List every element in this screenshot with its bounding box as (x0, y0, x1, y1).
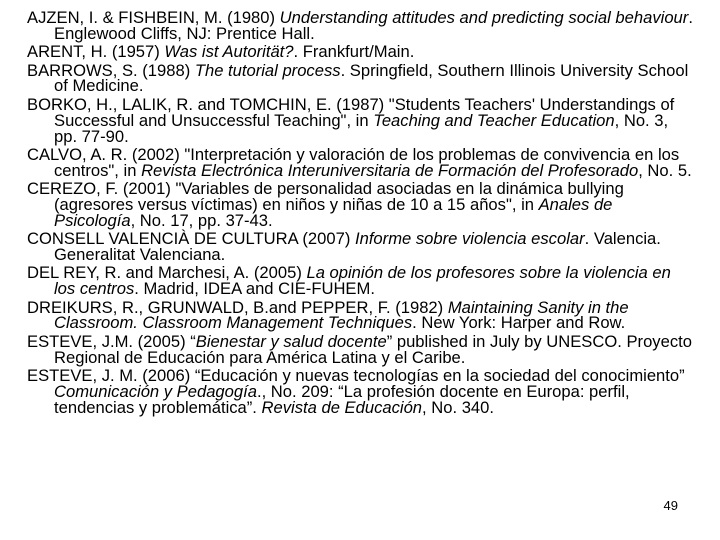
reference-text: BORKO, H., LALIK, R. and TOMCHIN, E. (1987) "Students Teachers' Understandings of Successful and Unsuccessful Teaching", in (27, 94, 675, 130)
page-number: 49 (663, 498, 678, 513)
reference-title: Was ist Autorität? (164, 42, 294, 62)
reference-text: . Springfield, Southern Illinois University School of Medicine. (54, 60, 689, 96)
reference-title: The tutorial process (194, 60, 341, 80)
reference-text: . Madrid, IDEA and CIE-FUHEM. (134, 279, 375, 299)
reference-entry (27, 181, 695, 229)
reference-text: . Englewood Cliffs, NJ: Prentice Hall. (54, 8, 693, 43)
reference-text: . New York: Harper and Row. (412, 313, 626, 333)
reference-text: , No. 3, pp. 77-90. (54, 110, 669, 146)
reference-text: CEREZO, F. (2001) "Variables de personalidad asociadas en la dinámica bullying (agresores versus víctimas) en niños y niñas de 10 a 15 años", in (27, 179, 624, 214)
reference-title: Informe sobre violencia escolar (354, 229, 585, 249)
reference-text: DREIKURS, R., GRUNWALD, B.and PEPPER, F. (1982) (27, 297, 448, 317)
reference-entry (27, 144, 695, 180)
reference-title: Anales de Psicología (54, 194, 613, 230)
reference-entry (27, 265, 695, 297)
reference-text: CONSELL VALENCIÀ DE CULTURA (2007) (27, 229, 355, 249)
reference-list (27, 10, 695, 418)
reference-text: , No. 340. (422, 397, 494, 417)
reference-entry (27, 231, 695, 263)
reference-title: Revista Electrónica Interuniversitaria de Formación del Profesorado (141, 160, 639, 180)
reference-text: ESTEVE, J.M. (2005) “ (27, 331, 196, 351)
reference-entry (27, 10, 695, 42)
reference-text: ESTEVE, J. M. (2006) “Educación y nuevas tecnologías en la sociedad del conocimiento” (27, 365, 685, 385)
reference-entry (27, 60, 695, 96)
reference-text: DEL REY, R. and Marchesi, A. (2005) (27, 263, 307, 283)
reference-text: CALVO, A. R. (2002) "Interpretación y valoración de los problemas de convivencia en los centros", in (27, 144, 680, 180)
reference-title: La opinión de los profesores sobre la violencia en los centros (54, 263, 671, 299)
reference-entry (27, 297, 695, 333)
reference-title: Bienestar y salud docente (195, 331, 387, 351)
reference-text: ” published in July by UNESCO. Proyecto Regional de Educación para América Latina y el Caribe. (54, 331, 692, 367)
reference-title: Understanding attitudes and predicting social behaviour (279, 8, 689, 27)
reference-title: Comunicación y Pedagogía (54, 381, 257, 401)
reference-text: BARROWS, S. (1988) (27, 60, 195, 80)
reference-title: Maintaining Sanity in the Classroom. Classroom Management Techniques (54, 297, 629, 333)
reference-entry (27, 331, 695, 367)
reference-text: ., No. 209: “La profesión docente en Europa: perfil, tendencias y problemática”. (54, 381, 630, 417)
reference-entry (27, 44, 695, 60)
reference-text: . Valencia. Generalitat Valenciana. (54, 229, 661, 265)
reference-text: AJZEN, I. & FISHBEIN, M. (1980) (27, 8, 280, 27)
reference-title: Teaching and Teacher Education (373, 110, 615, 130)
reference-text: ARENT, H. (1957) (27, 42, 165, 62)
reference-text: , No. 5. (638, 160, 692, 180)
reference-entry (27, 365, 695, 417)
reference-entry (27, 94, 695, 146)
reference-title: Revista de Educación (261, 397, 423, 417)
reference-text: . Frankfurt/Main. (293, 42, 415, 62)
reference-text: , No. 17, pp. 37-43. (130, 210, 273, 230)
